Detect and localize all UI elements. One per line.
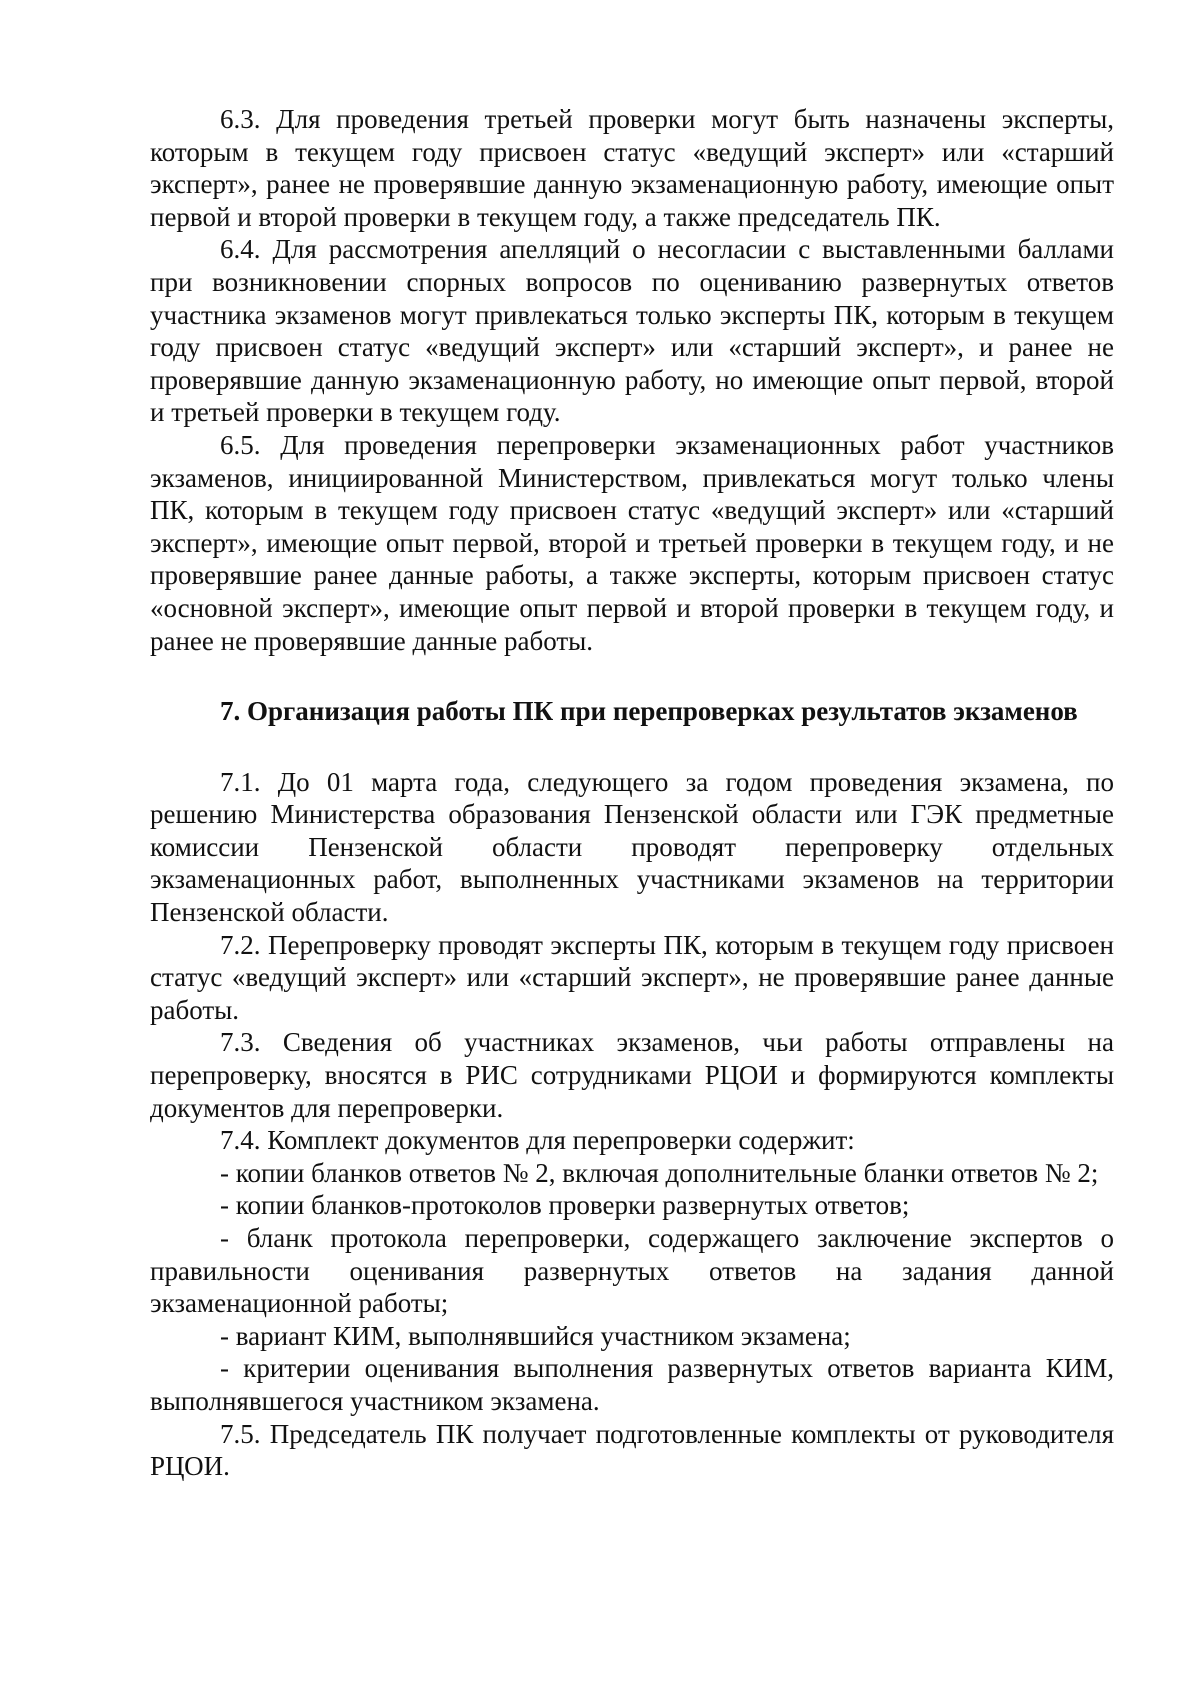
paragraph-7-3: 7.3. Сведения об участниках экзаменов, чьи работы отправлены на перепроверку, вносятся в РИС сотрудниками РЦОИ и формируются комплекты документов для перепроверки. <box>150 1027 1114 1123</box>
document-page <box>150 103 1114 1483</box>
paragraph-7-4: 7.4. Комплект документов для перепроверки содержит: <box>220 1125 855 1156</box>
section-7-heading: 7. Организация работы ПК при перепроверках результатов экзаменов <box>220 696 1078 727</box>
list-item: - бланк протокола перепроверки, содержащего заключение экспертов о правильности оценивания развернутых ответов на задания данной экзаменационной работы; <box>150 1223 1114 1319</box>
paragraph-6-3: 6.3. Для проведения третьей проверки могут быть назначены эксперты, которым в текущем году присвоен статус «ведущий эксперт» или «старший эксперт», ранее не проверявшие данную экзаменационную работу, имеющие опыт первой и второй проверки в текущем году, а также председатель ПК. <box>150 104 1114 232</box>
paragraph-6-4: 6.4. Для рассмотрения апелляций о несогласии с выставленными баллами при возникновении спорных вопросов по оцениванию развернутых ответов участника экзаменов могут привлекаться только эксперты ПК, которым в текущем году присвоен статус «ведущий эксперт» или «старший эксперт», и ранее не проверявшие данную экзаменационную работу, но имеющие опыт первой, второй и третьей проверки в текущем году. <box>150 234 1114 428</box>
paragraph-6-5: 6.5. Для проведения перепроверки экзаменационных работ участников экзаменов, инициированной Министерством, привлекаться могут только члены ПК, которым в текущем году присвоен статус «ведущий эксперт» или «старший эксперт», имеющие опыт первой, второй и третьей проверки в текущем году, и не проверявшие ранее данные работы, а также эксперты, которым присвоен статус «основной эксперт», имеющие опыт первой и второй проверки в текущем году, и ранее не проверявшие данные работы. <box>150 429 1114 656</box>
paragraph-7-1: 7.1. До 01 марта года, следующего за годом проведения экзамена, по решению Министерства образования Пензенской области или ГЭК предметные комиссии Пензенской области проводят перепроверку отдельных экзаменационных работ, выполненных участниками экзаменов на территории Пензенской области. <box>150 766 1114 928</box>
list-item: - вариант КИМ, выполнявшийся участником экзамена; <box>220 1320 851 1351</box>
spacer <box>150 657 1114 695</box>
list-item: - копии бланков-протоколов проверки развернутых ответов; <box>220 1190 910 1221</box>
paragraph-7-2: 7.2. Перепроверку проводят эксперты ПК, которым в текущем году присвоен статус «ведущий эксперт» или «старший эксперт», не проверявшие ранее данные работы. <box>150 929 1114 1025</box>
paragraph-7-5: 7.5. Председатель ПК получает подготовленные комплекты от руководителя РЦОИ. <box>150 1418 1114 1482</box>
list-item: - копии бланков ответов № 2, включая дополнительные бланки ответов № 2; <box>220 1157 1099 1188</box>
list-item: - критерии оценивания выполнения развернутых ответов варианта КИМ, выполнявшегося участником экзамена. <box>150 1353 1114 1416</box>
spacer <box>150 728 1114 766</box>
